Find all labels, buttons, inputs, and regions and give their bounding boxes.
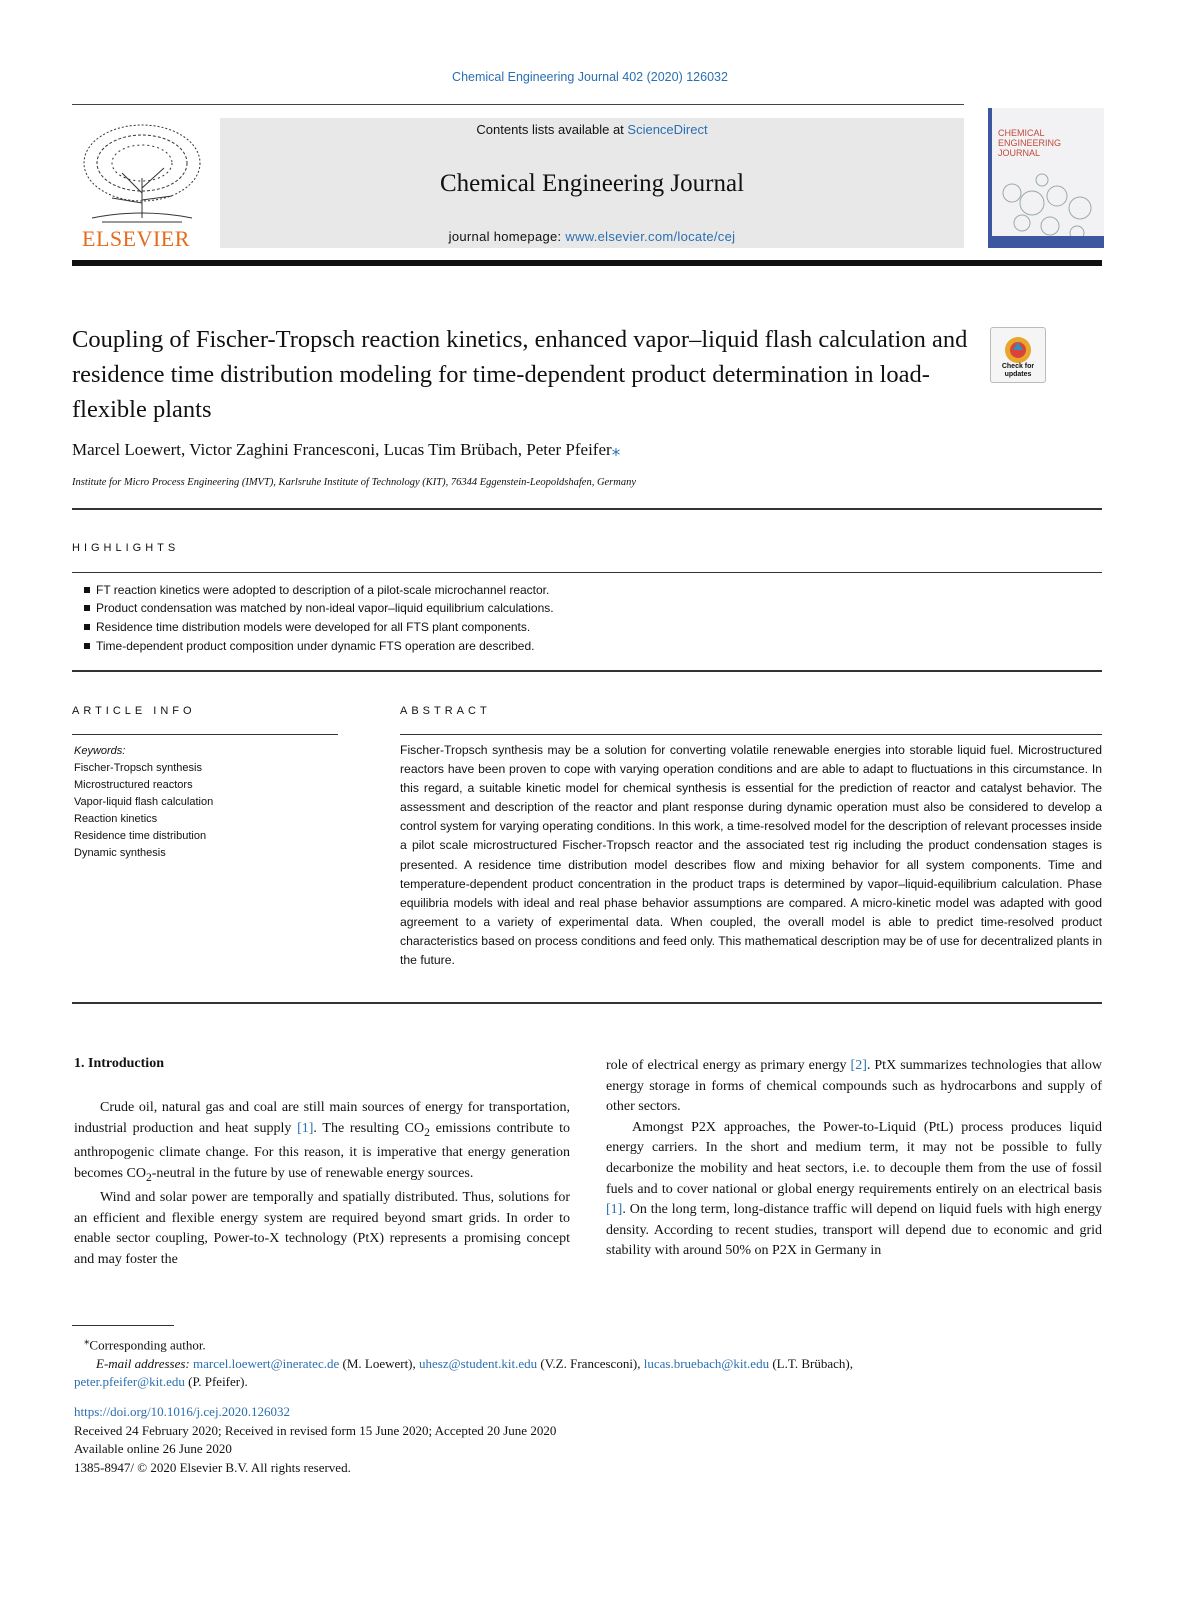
author-list	[72, 440, 620, 460]
copyright: 1385-8947/ © 2020 Elsevier B.V. All rights reserved.	[74, 1459, 351, 1475]
text-span: role of electrical energy as primary energy	[606, 1058, 851, 1073]
contents-prefix: Contents lists available at	[476, 122, 628, 137]
email-link[interactable]: lucas.bruebach@kit.edu	[643, 1355, 770, 1371]
abstract-text: Fischer-Tropsch synthesis may be a solution for converting volatile renewable energies into storable liquid fuel. Microstructured reactors have been proven to cope with varying operation conditions and are able to adapt to fluctuations in this circumstance. In this regard, a suitable kinetic model for chemical synthesis is essential for the prediction of reactor and catalyst behavior. The assessment and description of the reactor and plant response during dynamic operation must also be considered to develop a control system for varying operating conditions. In this work, a time-resolved model for the description of relevant processes inside a pilot scale microstructured Fischer-Tropsch reactor and the associated test rig including the product condensation stages is presented. A residence time distribution model describes flow and mixing behavior for all system components. Time and temperature-dependent product concentration in the product traps is determined by vapor–liquid-equilibrium calculation. Phase equilibria models with ideal and real phase behavior assumptions are compared. A micro-kinetic model was adapted with good agreement to a variety of experimental data. When coupled, the overall model is able to predict time-resolved product characteristics based on process conditions and feed only. This mathematical description may be of use for decentralized plants in the future.	[400, 743, 1102, 968]
citation-link[interactable]: [1]	[297, 1120, 314, 1136]
body-column-left	[74, 1098, 570, 1270]
homepage-line	[220, 229, 964, 244]
section-heading: 1. Introduction	[74, 1056, 164, 1071]
citation-link[interactable]: [2]	[850, 1058, 867, 1073]
body-column-right	[606, 1056, 1102, 1262]
keyword: Vapor-liquid flash calculation	[74, 796, 214, 808]
keyword: Dynamic synthesis	[74, 847, 166, 859]
corresponding-text: Corresponding author.	[89, 1337, 206, 1353]
email-link[interactable]: peter.pfeifer@kit.edu	[74, 1374, 185, 1390]
text-span: . On the long term, long-distance traffic will depend on liquid fuels with high energy density. According to recent studies, transport will depend due to economic and grid stability with around 50% on P2X in Germany in	[606, 1202, 1102, 1259]
bullet-icon	[84, 587, 90, 593]
sciencedirect-link[interactable]: ScienceDirect	[627, 122, 708, 137]
email-owner: (L.T. Brübach),	[769, 1355, 853, 1371]
citation-link[interactable]: [1]	[606, 1202, 623, 1218]
homepage-link[interactable]: www.elsevier.com/locate/cej	[565, 229, 736, 244]
email-link[interactable]: uhesz@student.kit.edu	[419, 1355, 538, 1371]
divider	[72, 572, 1102, 573]
subscript: 2	[424, 1125, 430, 1139]
text-span: Amongst P2X approaches, the Power-to-Liquid (PtL) process produces liquid energy carriers. In the short and medium term, it may not be possible to fully decarbonize the mobility and heat sectors, i.e. to decouple them from the use of fossil fuels and to cover national or global energy requirements entirely on an electrical basis	[606, 1119, 1102, 1197]
bullet-icon	[84, 643, 90, 649]
highlight-text: Residence time distribution models were developed for all FTS plant components.	[96, 620, 531, 634]
homepage-prefix: journal homepage:	[448, 229, 566, 244]
available-online: Available online 26 June 2020	[74, 1441, 232, 1457]
keyword: Reaction kinetics	[74, 813, 158, 825]
crossmark-button[interactable]	[990, 327, 1046, 383]
divider	[72, 1002, 1102, 1004]
cover-title: CHEMICAL ENGINEERING JOURNAL	[998, 128, 1062, 158]
highlight-item	[84, 601, 554, 615]
bullet-icon	[84, 624, 90, 630]
keyword: Microstructured reactors	[74, 779, 193, 791]
divider	[72, 260, 1102, 266]
keyword: Residence time distribution	[74, 830, 207, 842]
email-label: E-mail addresses:	[96, 1355, 190, 1371]
affiliation: Institute for Micro Process Engineering (IMVT), Karlsruhe Institute of Technology (KIT), 76344 Eggenstein-Leopoldshafen, Germany	[72, 477, 637, 488]
divider	[72, 1325, 174, 1326]
corresponding-author-mark[interactable]: ⁎	[611, 440, 621, 459]
text-span: . PtX summarizes technologies that allow energy storage in forms of chemical compounds such as hydrocarbons and supply of other sectors.	[606, 1058, 1103, 1115]
divider	[72, 104, 964, 105]
highlight-text: Time-dependent product composition under dynamic FTS operation are described.	[96, 639, 535, 653]
highlights-heading: HIGHLIGHTS	[72, 542, 180, 554]
subscript: 2	[145, 1170, 152, 1184]
text-span: . The resulting CO	[313, 1120, 425, 1136]
article-info-heading: ARTICLE INFO	[72, 705, 196, 717]
highlight-item	[84, 620, 530, 634]
text-span: emissions contribute to anthropogenic climate change. For this reason, it is imperative that energy generation becomes CO	[74, 1120, 570, 1181]
divider	[72, 670, 1102, 672]
highlight-text: Product condensation was matched by non-ideal vapor–liquid equilibrium calculations.	[96, 601, 554, 615]
doi-link[interactable]: https://doi.org/10.1016/j.cej.2020.126032	[74, 1404, 291, 1419]
elsevier-wordmark: ELSEVIER	[82, 226, 190, 251]
article-title: Coupling of Fischer-Tropsch reaction kinetics, enhanced vapor–liquid flash calculation and residence time distribution modeling for time-dependent product determination in load-flexible plants	[72, 326, 968, 423]
highlight-text: FT reaction kinetics were adopted to description of a pilot-scale microchannel reactor.	[96, 583, 550, 597]
keywords-label: Keywords:	[74, 745, 126, 757]
divider	[400, 734, 1102, 735]
email-owner: (V.Z. Francesconi),	[537, 1355, 644, 1371]
email-line	[74, 1373, 1104, 1392]
email-line	[74, 1355, 1104, 1374]
authors-text: Marcel Loewert, Victor Zaghini Francesconi, Lucas Tim Brübach, Peter Pfeifer	[72, 440, 612, 459]
abstract-heading: ABSTRACT	[400, 705, 491, 717]
contents-line	[220, 122, 964, 137]
highlight-item	[84, 583, 549, 597]
divider	[72, 734, 338, 735]
crossmark-label: Check for updates	[1001, 363, 1035, 378]
text-span: -neutral in the future by use of renewable energy sources.	[151, 1165, 474, 1181]
article-meta	[74, 1403, 874, 1477]
keyword: Fischer-Tropsch synthesis	[74, 762, 202, 774]
journal-name: Chemical Engineering Journal	[439, 170, 745, 197]
journal-citation[interactable]: Chemical Engineering Journal 402 (2020) 126032	[452, 70, 728, 84]
email-link[interactable]: marcel.loewert@ineratec.de	[193, 1355, 340, 1371]
paragraph	[74, 1098, 570, 1188]
email-owner: (P. Pfeifer).	[184, 1374, 248, 1390]
text-span: Crude oil, natural gas and coal are still main sources of energy for transportation, industrial production and heat supply	[74, 1100, 570, 1136]
keywords-list	[74, 743, 213, 862]
highlight-item	[84, 639, 534, 653]
bullet-icon	[84, 605, 90, 611]
footnotes	[74, 1332, 1104, 1392]
paragraph: Wind and solar power are temporally and spatially distributed. Thus, solutions for an efficient and flexible energy system are required beyond smart grids. In order to enable sector coupling, Power-to-X technology (PtX) represents a promising concept and may foster the	[74, 1189, 570, 1267]
divider	[72, 508, 1102, 510]
corresponding-note: ⁎Corresponding author.	[84, 1335, 206, 1353]
paragraph	[606, 1056, 1102, 1118]
paragraph	[606, 1118, 1102, 1262]
received-dates: Received 24 February 2020; Received in revised form 15 June 2020; Accepted 20 June 2020	[74, 1422, 557, 1438]
email-owner: (M. Loewert),	[339, 1355, 420, 1371]
